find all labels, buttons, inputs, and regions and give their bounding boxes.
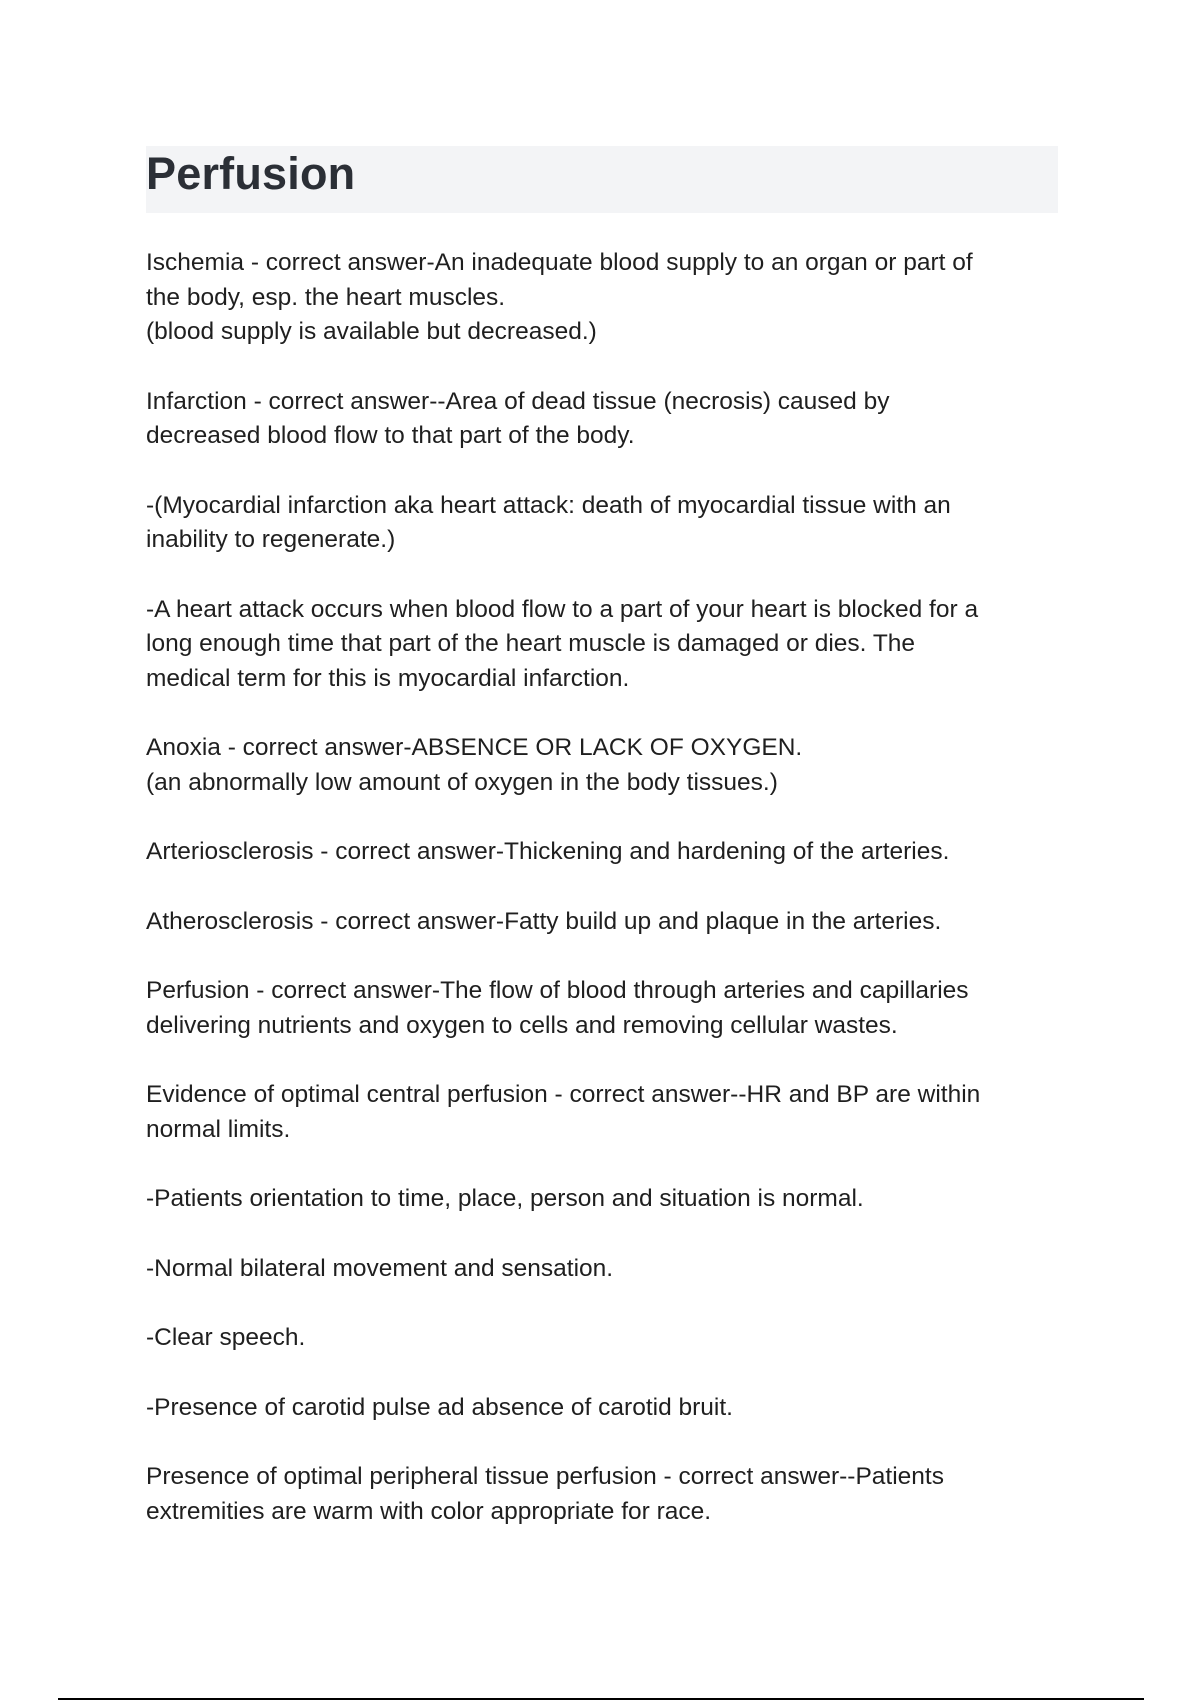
page-title: Perfusion	[146, 148, 356, 199]
paragraph-carotid-pulse: -Presence of carotid pulse ad absence of carotid bruit.	[146, 1393, 733, 1421]
paragraph-clear-speech: -Clear speech.	[146, 1324, 306, 1351]
paragraph-myocardial-infarction: -(Myocardial infarction aka heart attack: death of myocardial tissue with an inability to regenerate.)	[146, 491, 951, 553]
paragraph-anoxia: Anoxia - correct answer-ABSENCE OR LACK OF OXYGEN. (an abnormally low amount of oxygen in the body tissues.)	[146, 734, 803, 796]
document-body	[146, 246, 1058, 1564]
paragraph-ischemia: Ischemia - correct answer-An inadequate blood supply to an organ or part of the body, esp. the heart muscles. (blood supply is available but decreased.)	[146, 249, 973, 345]
paragraph-peripheral-perfusion: Presence of optimal peripheral tissue perfusion - correct answer--Patients extremities are warm with color appropriate for race.	[146, 1463, 944, 1525]
paragraph-atherosclerosis: Atherosclerosis - correct answer-Fatty build up and plaque in the arteries.	[146, 907, 942, 935]
paragraph-central-perfusion: Evidence of optimal central perfusion - correct answer--HR and BP are within normal limits.	[146, 1081, 981, 1143]
paragraph-infarction: Infarction - correct answer--Area of dead tissue (necrosis) caused by decreased blood flow to that part of the body.	[146, 387, 890, 449]
paragraph-bilateral-movement: -Normal bilateral movement and sensation.	[146, 1254, 614, 1282]
paragraph-orientation: -Patients orientation to time, place, person and situation is normal.	[146, 1185, 864, 1212]
paragraph-arteriosclerosis: Arteriosclerosis - correct answer-Thickening and hardening of the arteries.	[146, 838, 950, 865]
paragraph-heart-attack: -A heart attack occurs when blood flow to a part of your heart is blocked for a long enough time that part of the heart muscle is damaged or dies. The medical term for this is myocardial infarction.	[146, 595, 979, 692]
paragraph-perfusion: Perfusion - correct answer-The flow of blood through arteries and capillaries delivering nutrients and oxygen to cells and removing cellular wastes.	[146, 977, 969, 1039]
